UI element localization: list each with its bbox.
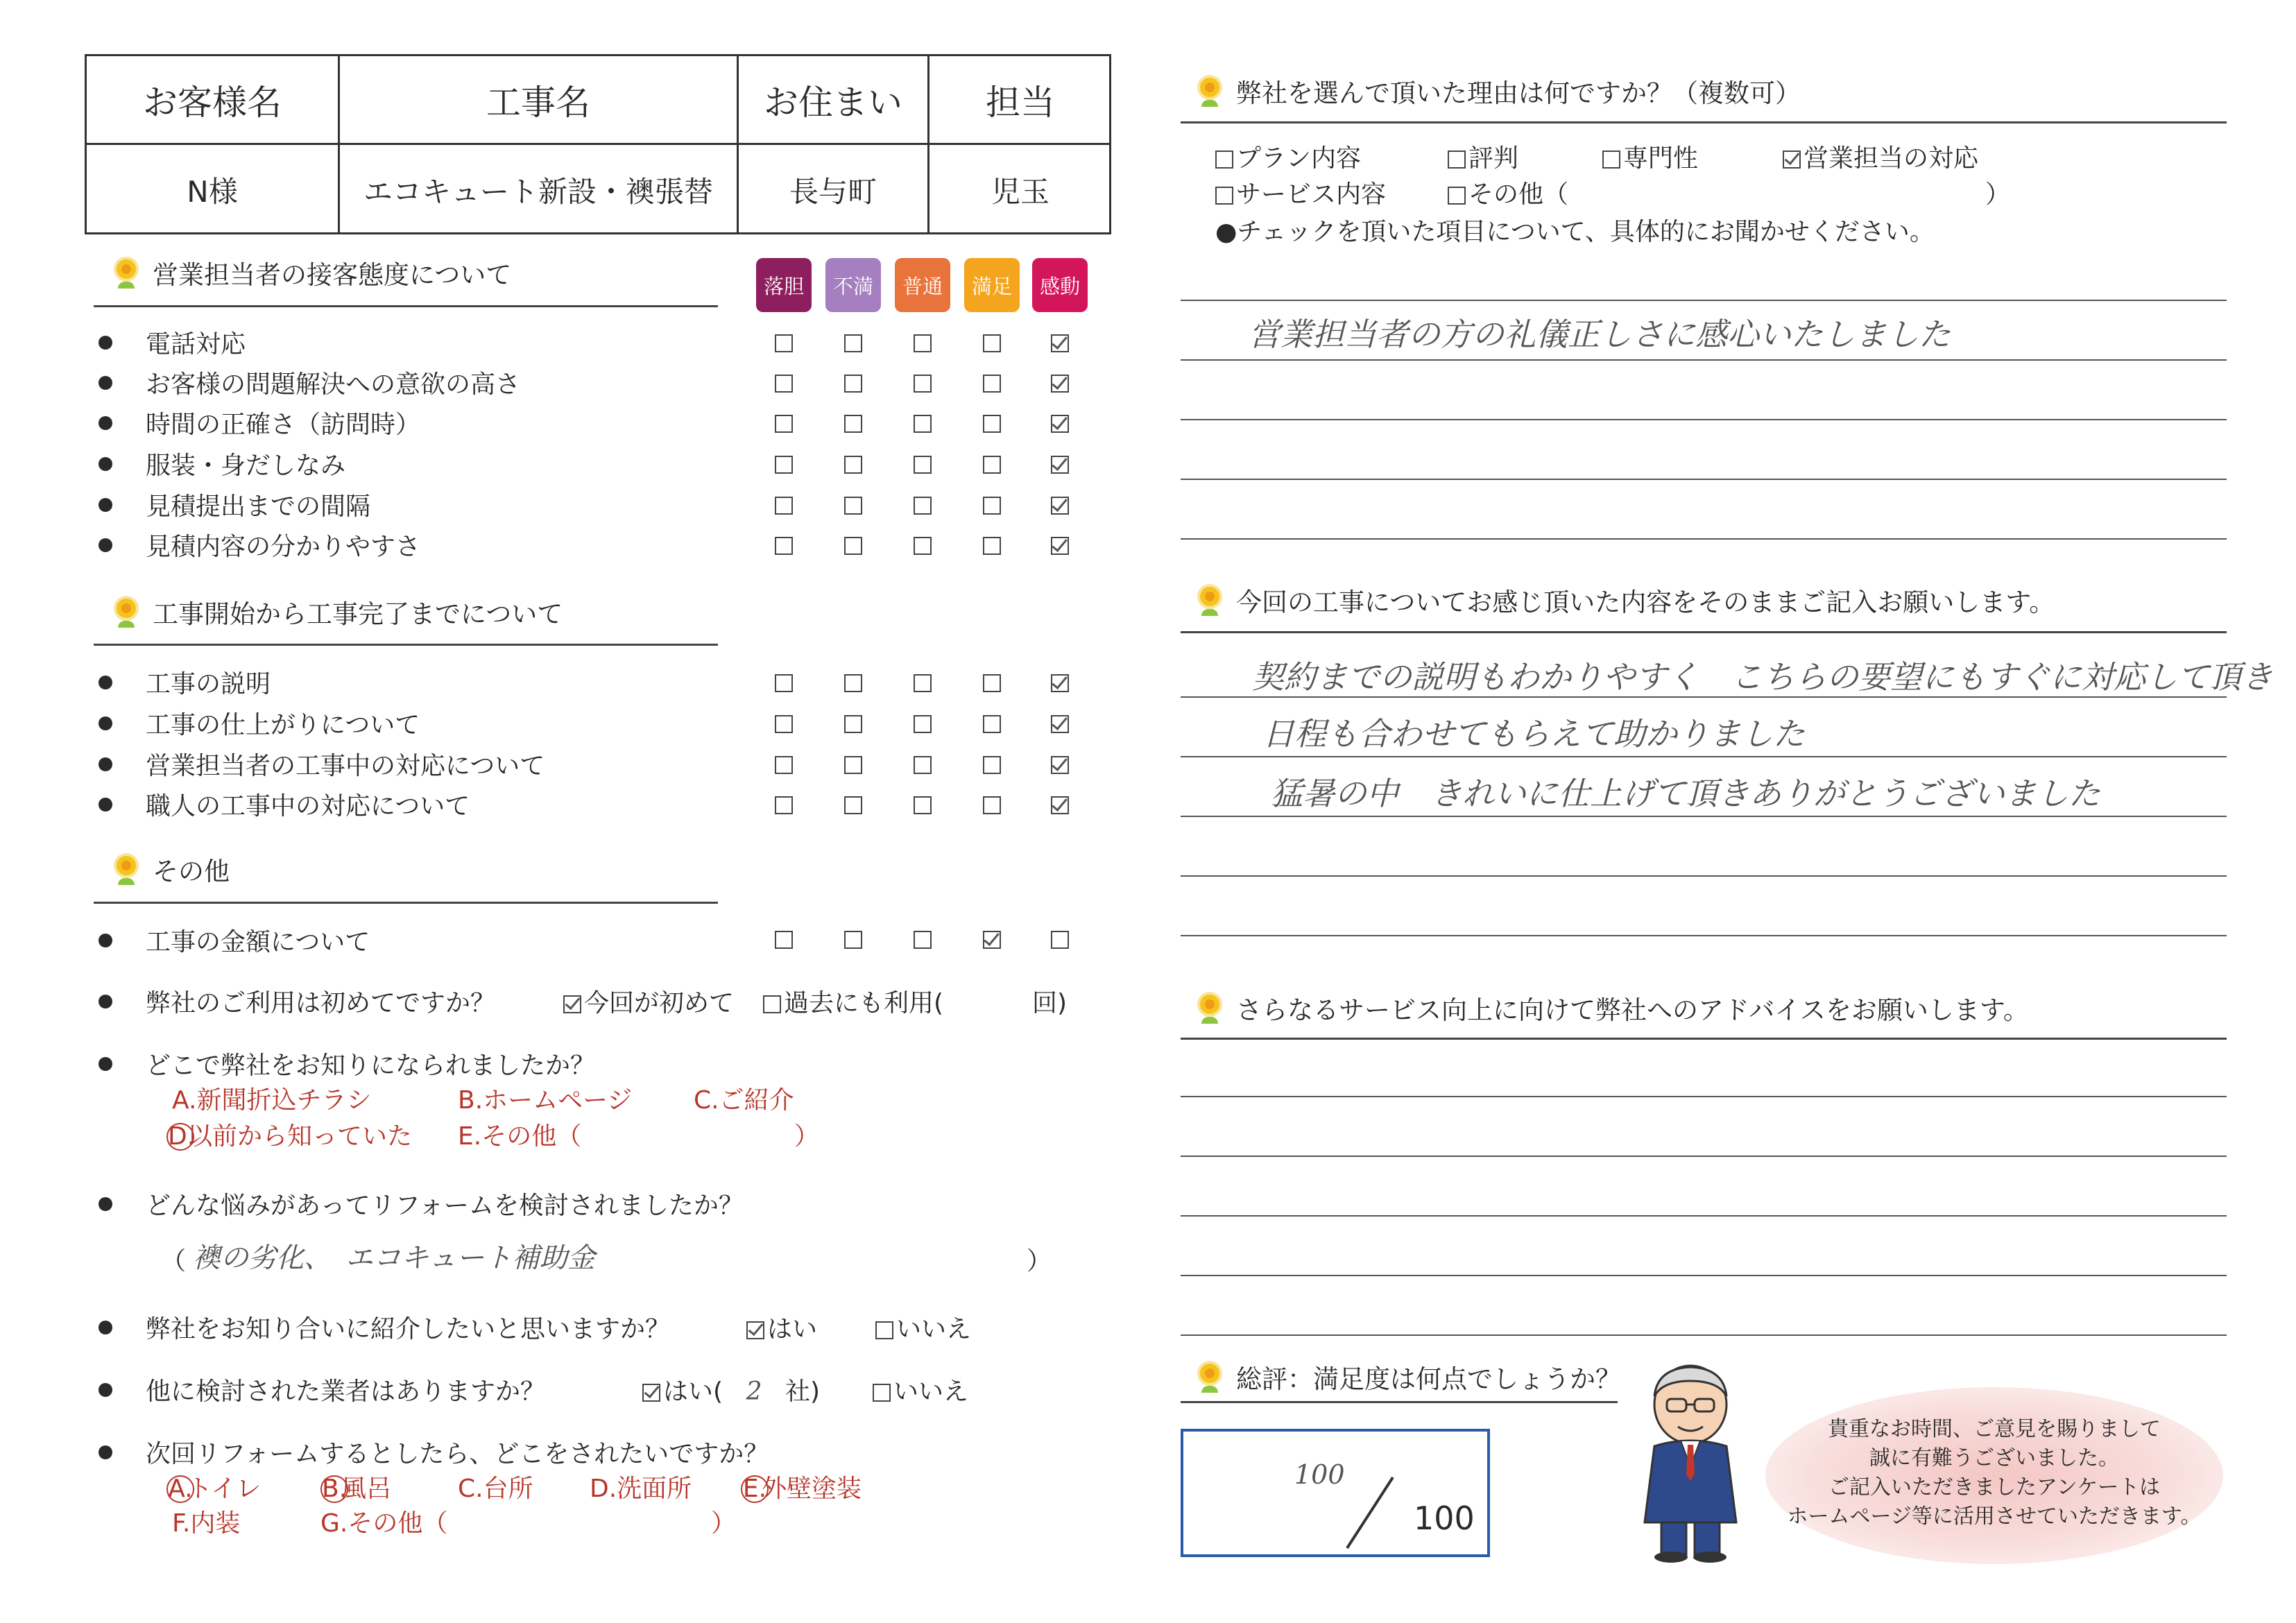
source-option-e[interactable]: E.その他（ (458, 1122, 582, 1151)
rating-checkbox[interactable] (914, 674, 932, 692)
reason-other[interactable]: その他（ (1448, 175, 1568, 210)
answer-past-use[interactable]: 過去にも利用( (763, 984, 943, 1019)
rating-checkbox[interactable] (775, 415, 793, 433)
rating-badge: 不満 (825, 258, 881, 312)
rating-checkbox[interactable] (775, 674, 793, 692)
next-option-a[interactable]: A.トイレ (166, 1469, 261, 1504)
rating-badge: 普通 (895, 258, 950, 312)
writing-line (1181, 1215, 2227, 1217)
project-name: エコキュート新設・襖張替 (363, 174, 713, 209)
rating-checkbox[interactable] (983, 756, 1001, 774)
rating-checkbox[interactable] (775, 796, 793, 814)
section-score-heading: 総評：満足度は何点でしょうか？ (1194, 1358, 1621, 1396)
writing-line (1181, 1096, 2227, 1097)
rating-checkbox[interactable] (1051, 456, 1069, 474)
others-yes[interactable]: はい( 2 社) (642, 1372, 820, 1407)
customer-info-table (85, 54, 1111, 234)
question-source: どこで弊社をお知りになられましたか？ (98, 1046, 595, 1081)
rating-checkbox[interactable] (775, 715, 793, 733)
rating-item: 見積内容の分かりやすさ (98, 527, 420, 563)
staff-name: 児玉 (991, 174, 1050, 209)
writing-line (1181, 359, 2227, 361)
past-use-count-close: 回) (1032, 989, 1068, 1017)
rating-checkbox[interactable] (983, 715, 1001, 733)
rating-checkbox[interactable] (844, 796, 862, 814)
section-construction-heading: 工事開始から工事完了までについて (111, 593, 563, 630)
source-option-c[interactable]: C.ご紹介 (694, 1086, 794, 1115)
writing-line (1181, 479, 2227, 480)
rating-checkbox[interactable] (1051, 756, 1069, 774)
source-option-d[interactable]: D.以前から知っていた (168, 1122, 413, 1151)
rating-item: 見積提出までの間隔 (98, 487, 370, 522)
rating-checkbox[interactable] (914, 715, 932, 733)
reason-plan[interactable]: プラン内容 (1215, 139, 1361, 174)
rating-checkbox[interactable] (1051, 334, 1069, 352)
worry-answer: 襖の劣化、 エコキュート補助金 (193, 1242, 595, 1274)
score-value: 100 (1294, 1459, 1345, 1490)
next-option-d[interactable]: D.洗面所 (590, 1475, 692, 1503)
reason-staff-response[interactable]: 営業担当の対応 (1783, 139, 1978, 174)
next-option-g[interactable]: G.その他（ (320, 1509, 448, 1538)
writing-line (1181, 419, 2227, 420)
flower-icon (111, 852, 142, 886)
question-other-vendors: 他に検討された業者はありますか？ (98, 1372, 545, 1407)
section-other-heading: その他 (111, 850, 230, 888)
rating-checkbox[interactable] (844, 334, 862, 352)
rating-checkbox[interactable] (983, 334, 1001, 352)
rating-checkbox[interactable] (914, 931, 932, 949)
rating-checkbox[interactable] (775, 334, 793, 352)
rating-checkbox[interactable] (1051, 497, 1069, 515)
impression-line-3: 猛暑の中 きれいに仕上げて頂きありがとうございました (1271, 775, 2100, 812)
rating-checkbox[interactable] (1051, 796, 1069, 814)
rating-item: 服装・身だしなみ (98, 446, 345, 481)
rating-checkbox[interactable] (983, 415, 1001, 433)
rating-checkbox[interactable] (844, 931, 862, 949)
reasons-answer: 営業担当者の方の礼儀正しさに感心いたしました (1249, 316, 1951, 353)
reasons-prompt: ●チェックを頂いた項目について、具体的にお聞かせください。 (1215, 218, 1935, 246)
section-staff-attitude-heading: 営業担当者の接客態度について (111, 254, 511, 291)
score-max: 100 (1414, 1500, 1475, 1537)
rating-badge: 満足 (964, 258, 1020, 312)
score-box (1181, 1429, 1490, 1557)
rating-checkbox[interactable] (1051, 931, 1069, 949)
rating-checkbox[interactable] (914, 756, 932, 774)
section-impression-heading: 今回の工事についてお感じ頂いた内容をそのままご記入お願いします。 (1194, 581, 2055, 619)
flower-icon (1194, 583, 1225, 617)
next-option-b[interactable]: B.風呂 (322, 1475, 392, 1503)
flower-icon (111, 255, 142, 290)
writing-line (1181, 875, 2227, 877)
flower-icon (1194, 990, 1225, 1025)
staff-mascot-illustration (1627, 1363, 1755, 1564)
source-option-a[interactable]: A.新聞折込チラシ (172, 1086, 372, 1115)
refer-no[interactable]: いいえ (875, 1309, 971, 1345)
impression-line-1: 契約までの説明もわかりやすく こちらの要望にもすぐに対応して頂き (1252, 658, 2273, 696)
rating-checkbox[interactable] (844, 537, 862, 555)
others-no[interactable]: いいえ (873, 1372, 968, 1407)
rating-checkbox[interactable] (844, 497, 862, 515)
rating-checkbox[interactable] (844, 375, 862, 393)
next-option-g-close: ） (711, 1509, 737, 1538)
rating-checkbox[interactable] (983, 796, 1001, 814)
writing-line (1181, 1275, 2227, 1276)
rating-item: 営業担当者の工事中の対応について (98, 746, 545, 782)
worry-open-paren: （ (161, 1247, 187, 1276)
writing-line (1181, 935, 2227, 936)
question-next-reform: 次回リフォームするとしたら、どこをされたいですか？ (98, 1434, 769, 1470)
writing-line (1181, 816, 2227, 817)
writing-line (1181, 538, 2227, 540)
rating-item: お客様の問題解決への意欲の高さ (98, 365, 520, 400)
rating-checkbox[interactable] (775, 456, 793, 474)
section-advice-heading: さらなるサービス向上に向けて弊社へのアドバイスをお願いします。 (1194, 989, 2029, 1027)
rating-checkbox[interactable] (983, 674, 1001, 692)
rating-checkbox[interactable] (1051, 674, 1069, 692)
rating-checkbox[interactable] (983, 537, 1001, 555)
rating-checkbox[interactable] (914, 497, 932, 515)
next-option-c[interactable]: C.台所 (458, 1475, 533, 1503)
writing-line (1181, 1156, 2227, 1157)
residence-value: 長与町 (789, 174, 877, 209)
score-slash (1343, 1475, 1398, 1551)
rating-badge: 落胆 (756, 258, 812, 312)
rating-checkbox[interactable] (914, 334, 932, 352)
question-refer: 弊社をお知り合いに紹介したいと思いますか？ (98, 1309, 670, 1345)
rating-item: 時間の正確さ（訪問時） (98, 405, 420, 440)
rating-checkbox[interactable] (914, 796, 932, 814)
writing-line (1181, 756, 2227, 757)
rating-item: 工事の仕上がりについて (98, 705, 420, 741)
rating-checkbox[interactable] (983, 456, 1001, 474)
header-staff: 担当 (986, 82, 1055, 123)
header-project: 工事名 (486, 82, 590, 123)
rating-checkbox[interactable] (844, 756, 862, 774)
rating-checkbox[interactable] (1051, 375, 1069, 393)
reason-other-close: ） (1985, 180, 2011, 209)
rating-item: 電話対応 (98, 325, 246, 360)
rating-item: 職人の工事中の対応について (98, 787, 470, 822)
rating-checkbox[interactable] (1051, 415, 1069, 433)
rating-checkbox[interactable] (983, 497, 1001, 515)
rating-checkbox[interactable] (775, 756, 793, 774)
flower-icon (111, 594, 142, 629)
next-option-e[interactable]: E.外壁塗装 (741, 1469, 862, 1504)
customer-name: N様 (187, 174, 238, 209)
rating-checkbox[interactable] (775, 537, 793, 555)
refer-yes[interactable]: はい (746, 1309, 817, 1345)
rating-checkbox[interactable] (983, 375, 1001, 393)
rating-checkbox[interactable] (844, 456, 862, 474)
reason-service[interactable]: サービス内容 (1215, 175, 1386, 210)
rating-checkbox[interactable] (1051, 537, 1069, 555)
question-worry: どんな悩みがあってリフォームを検討されましたか？ (98, 1186, 744, 1221)
source-option-b[interactable]: B.ホームページ (458, 1086, 633, 1115)
answer-first-time[interactable]: 今回が初めて (563, 984, 734, 1019)
reason-reputation[interactable]: 評判 (1448, 139, 1518, 174)
header-customer: お客様名 (143, 82, 282, 123)
rating-checkbox[interactable] (1051, 715, 1069, 733)
source-option-e-close: ） (794, 1122, 820, 1151)
rating-checkbox[interactable] (844, 415, 862, 433)
thanks-message: 貴重なお時間、ご意見を賜りまして 誠に有難うございました。 ご記入いただきましたアンケートは ホームページ等に活用させていただきます。 (1765, 1387, 2223, 1564)
question-price: 工事の金額について (98, 922, 370, 958)
rating-checkbox[interactable] (914, 537, 932, 555)
rating-checkbox[interactable] (983, 931, 1001, 949)
reason-expertise[interactable]: 専門性 (1602, 139, 1698, 174)
worry-close-paren: ） (1027, 1247, 1052, 1276)
rating-item: 工事の説明 (98, 664, 271, 700)
rating-checkbox[interactable] (844, 674, 862, 692)
next-option-f[interactable]: F.内装 (172, 1509, 241, 1538)
writing-line (1181, 300, 2227, 301)
header-residence: お住まい (764, 82, 902, 123)
rating-checkbox[interactable] (844, 715, 862, 733)
rating-checkbox[interactable] (914, 415, 932, 433)
flower-icon (1194, 74, 1225, 108)
question-first-time: 弊社のご利用は初めてですか？ (98, 984, 495, 1019)
rating-checkbox[interactable] (775, 375, 793, 393)
rating-checkbox[interactable] (914, 375, 932, 393)
section-reasons-heading: 弊社を選んで頂いた理由は何ですか？（複数可） (1194, 72, 1801, 110)
flower-icon (1194, 1359, 1225, 1394)
rating-checkbox[interactable] (775, 497, 793, 515)
impression-line-2: 日程も合わせてもらえて助かりました (1262, 715, 1805, 753)
rating-badge: 感動 (1032, 258, 1088, 312)
rating-checkbox[interactable] (914, 456, 932, 474)
rating-checkbox[interactable] (775, 931, 793, 949)
writing-line (1181, 1334, 2227, 1336)
